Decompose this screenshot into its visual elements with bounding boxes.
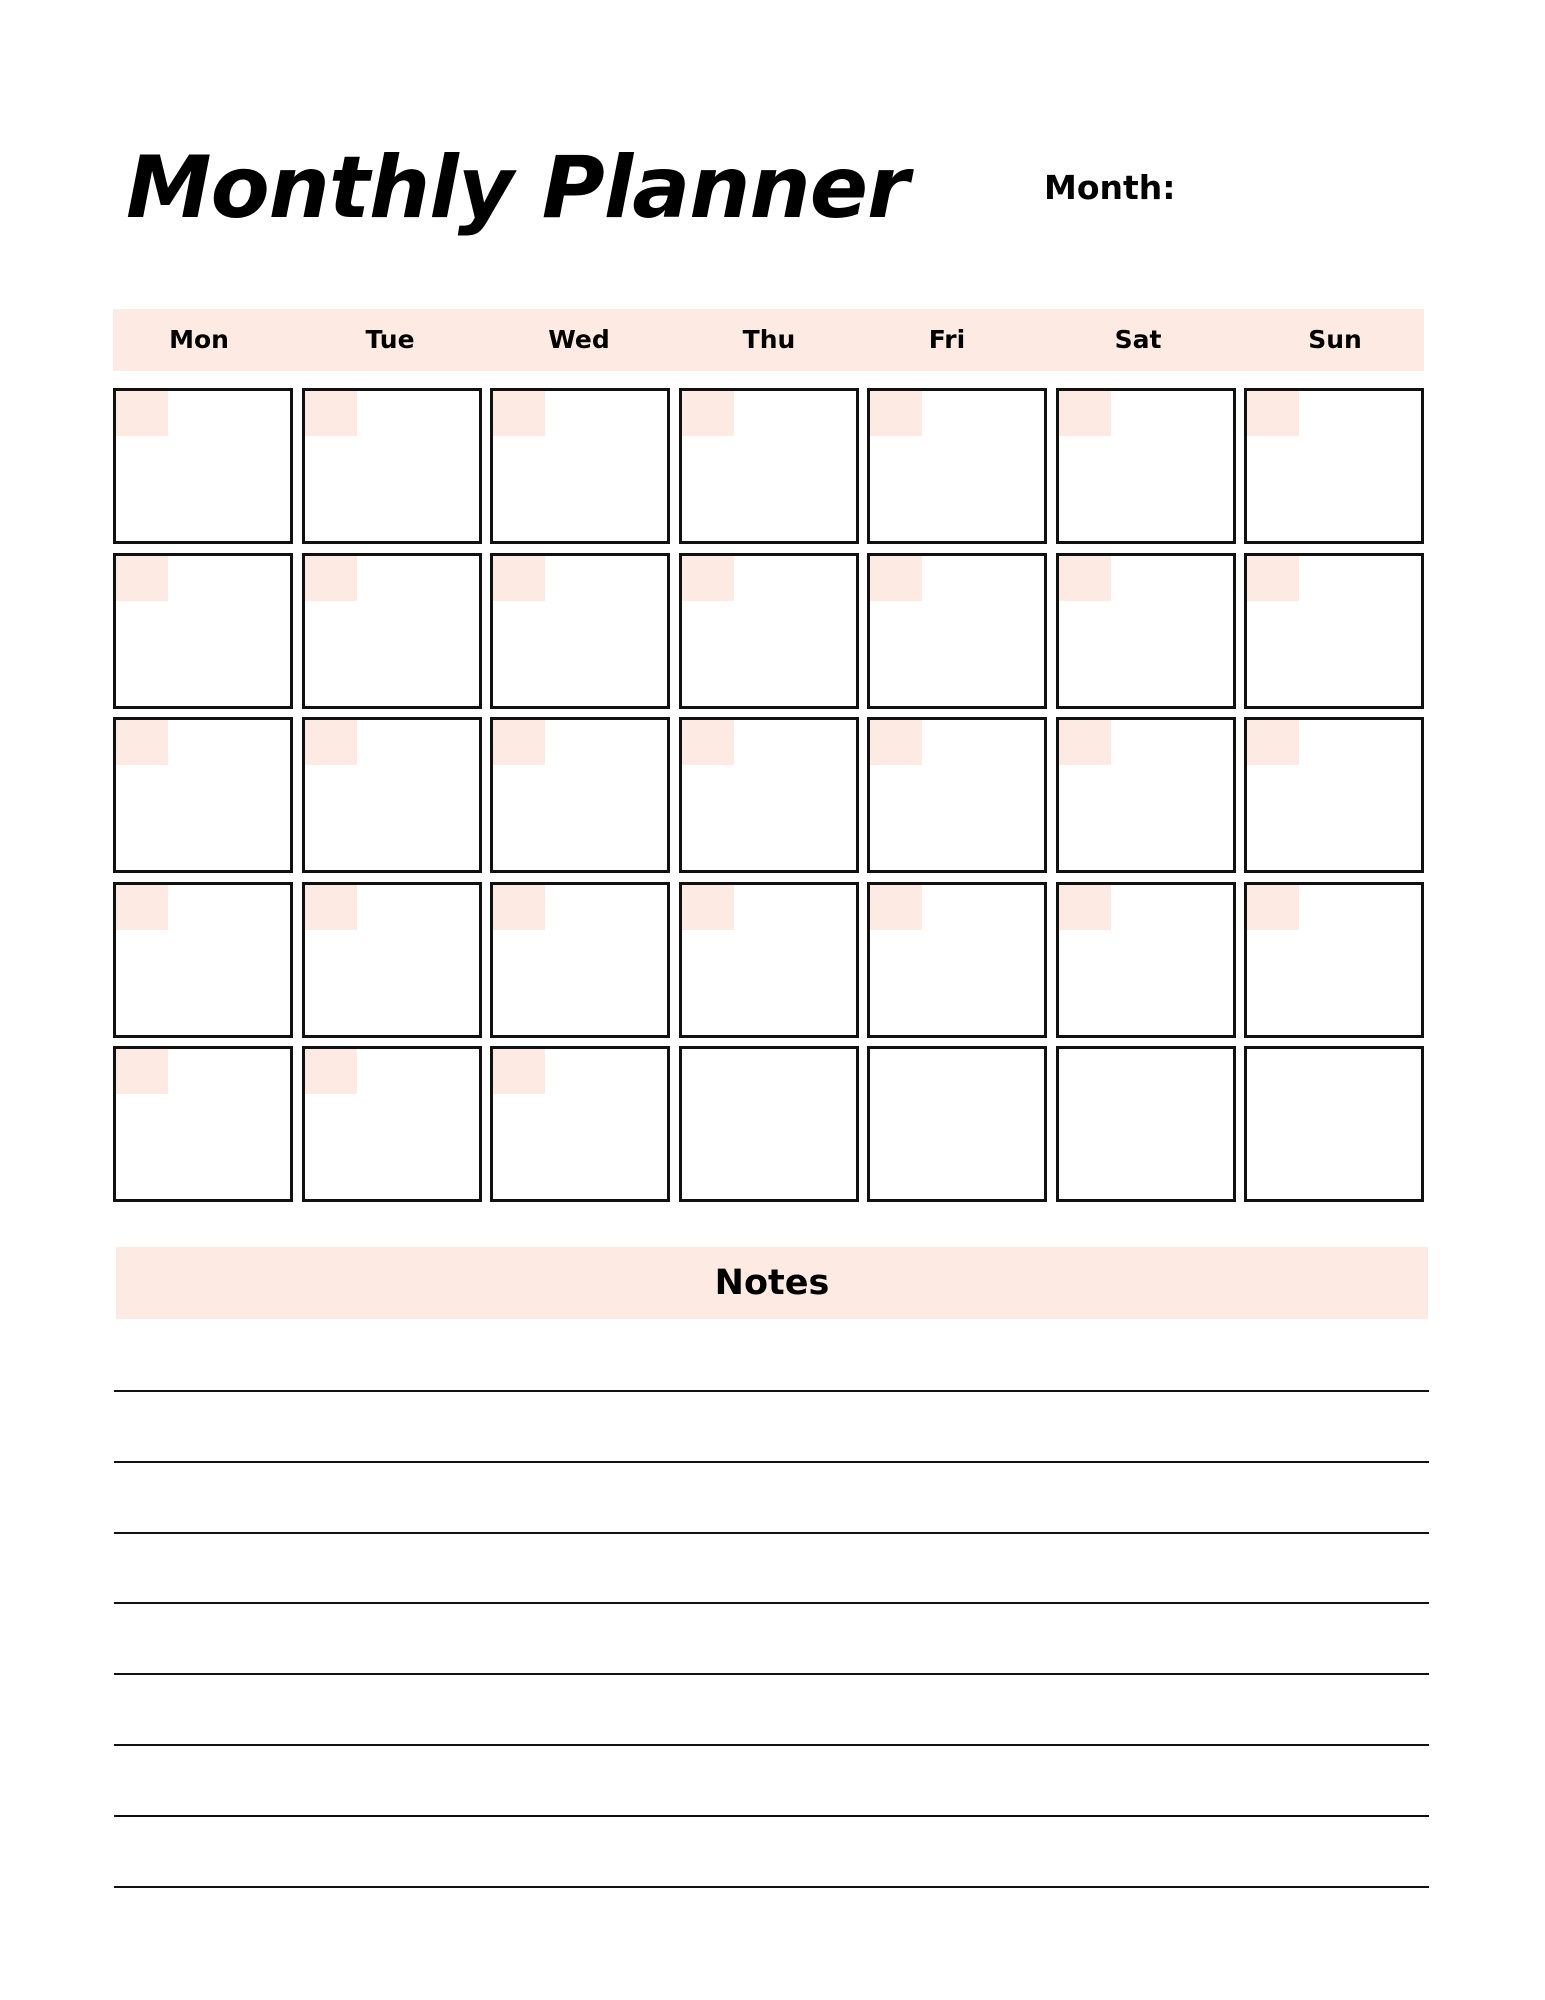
day-cell[interactable] xyxy=(867,388,1047,544)
date-tab xyxy=(116,885,168,930)
date-tab xyxy=(682,391,734,436)
date-tab xyxy=(1247,720,1299,765)
day-cell[interactable] xyxy=(679,1046,859,1202)
date-tab xyxy=(493,391,545,436)
notes-header xyxy=(116,1247,1428,1319)
date-tab xyxy=(305,720,357,765)
weekday-thu: Thu xyxy=(742,325,796,354)
day-cell[interactable] xyxy=(490,717,670,873)
note-line[interactable] xyxy=(114,1744,1429,1746)
date-tab xyxy=(1059,885,1111,930)
note-line[interactable] xyxy=(114,1532,1429,1534)
day-cell[interactable] xyxy=(302,1046,482,1202)
note-line[interactable] xyxy=(114,1673,1429,1675)
date-tab xyxy=(493,1049,545,1094)
day-cell[interactable] xyxy=(1056,717,1236,873)
date-tab xyxy=(1247,556,1299,601)
note-line[interactable] xyxy=(114,1602,1429,1604)
date-tab xyxy=(1059,556,1111,601)
weekday-wed: Wed xyxy=(548,325,610,354)
day-cell[interactable] xyxy=(679,388,859,544)
day-cell[interactable] xyxy=(490,553,670,709)
date-tab xyxy=(116,556,168,601)
day-cell[interactable] xyxy=(113,388,293,544)
date-tab xyxy=(870,720,922,765)
day-cell[interactable] xyxy=(1244,388,1424,544)
date-tab xyxy=(305,556,357,601)
date-tab xyxy=(1247,885,1299,930)
page-title: Monthly Planner xyxy=(126,138,909,238)
date-tab xyxy=(116,391,168,436)
notes-title: Notes xyxy=(714,1263,830,1303)
day-cell[interactable] xyxy=(1244,553,1424,709)
weekday-sat: Sat xyxy=(1114,325,1162,354)
weekday-tue: Tue xyxy=(365,325,415,354)
month-label: Month: xyxy=(1044,168,1176,207)
day-cell[interactable] xyxy=(867,1046,1047,1202)
date-tab xyxy=(493,556,545,601)
date-tab xyxy=(682,720,734,765)
day-cell[interactable] xyxy=(490,1046,670,1202)
date-tab xyxy=(493,720,545,765)
day-cell[interactable] xyxy=(302,388,482,544)
date-tab xyxy=(870,885,922,930)
date-tab xyxy=(682,556,734,601)
date-tab xyxy=(1247,391,1299,436)
date-tab xyxy=(493,885,545,930)
day-cell[interactable] xyxy=(679,553,859,709)
weekday-mon: Mon xyxy=(169,325,229,354)
day-cell[interactable] xyxy=(490,388,670,544)
day-cell[interactable] xyxy=(1244,1046,1424,1202)
day-cell[interactable] xyxy=(1056,388,1236,544)
date-tab xyxy=(682,885,734,930)
weekday-fri: Fri xyxy=(928,325,966,354)
date-tab xyxy=(870,556,922,601)
day-cell[interactable] xyxy=(1056,1046,1236,1202)
date-tab xyxy=(305,885,357,930)
day-cell[interactable] xyxy=(113,882,293,1038)
note-line[interactable] xyxy=(114,1390,1429,1392)
date-tab xyxy=(116,1049,168,1094)
day-cell[interactable] xyxy=(1244,882,1424,1038)
note-line[interactable] xyxy=(114,1461,1429,1463)
day-cell[interactable] xyxy=(1056,882,1236,1038)
note-line[interactable] xyxy=(114,1815,1429,1817)
date-tab xyxy=(870,391,922,436)
day-cell[interactable] xyxy=(113,717,293,873)
day-cell[interactable] xyxy=(679,882,859,1038)
date-tab xyxy=(116,720,168,765)
day-cell[interactable] xyxy=(867,882,1047,1038)
date-tab xyxy=(1059,391,1111,436)
weekday-header-bar xyxy=(113,309,1424,371)
note-line[interactable] xyxy=(114,1886,1429,1888)
day-cell[interactable] xyxy=(302,717,482,873)
day-cell[interactable] xyxy=(113,553,293,709)
day-cell[interactable] xyxy=(867,553,1047,709)
day-cell[interactable] xyxy=(867,717,1047,873)
day-cell[interactable] xyxy=(490,882,670,1038)
day-cell[interactable] xyxy=(1244,717,1424,873)
day-cell[interactable] xyxy=(302,882,482,1038)
date-tab xyxy=(1059,720,1111,765)
day-cell[interactable] xyxy=(679,717,859,873)
date-tab xyxy=(305,1049,357,1094)
date-tab xyxy=(305,391,357,436)
day-cell[interactable] xyxy=(1056,553,1236,709)
day-cell[interactable] xyxy=(113,1046,293,1202)
weekday-sun: Sun xyxy=(1308,325,1362,354)
day-cell[interactable] xyxy=(302,553,482,709)
